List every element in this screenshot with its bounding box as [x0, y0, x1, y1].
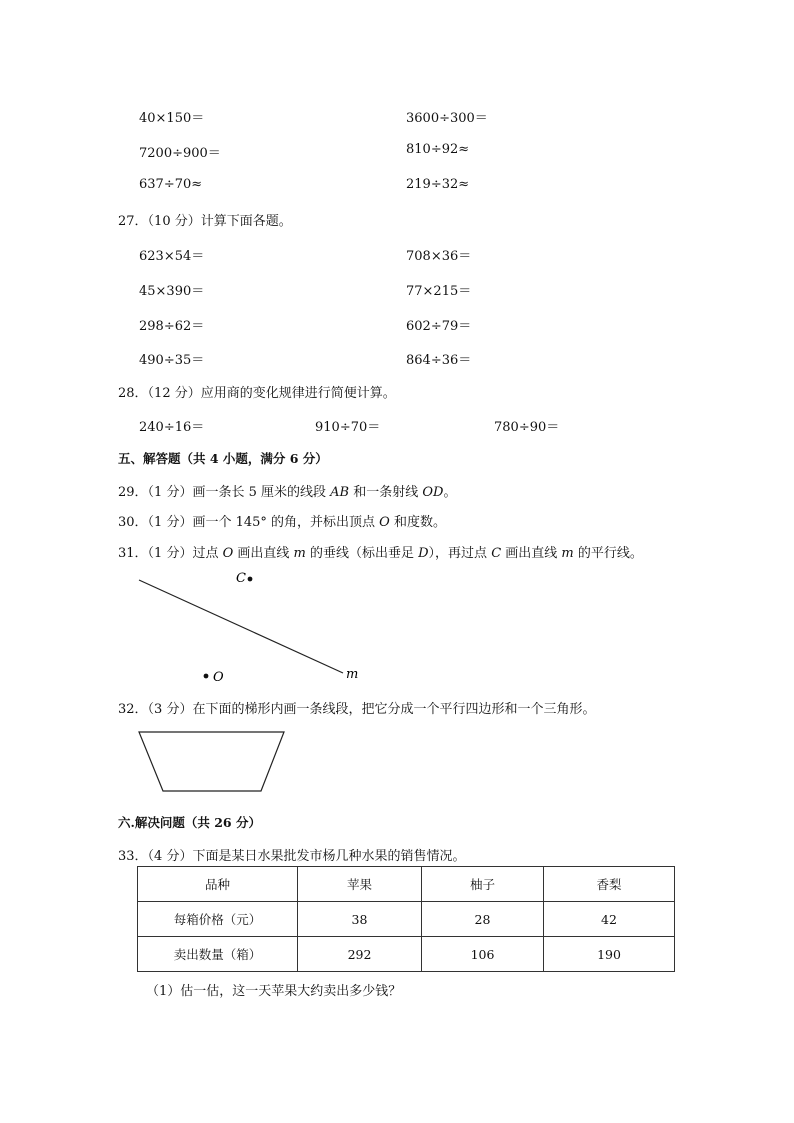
calc-item: 490÷35＝: [139, 353, 205, 368]
table-header: 柚子: [422, 867, 544, 902]
calc-item: 780÷90＝: [494, 420, 560, 435]
calc-item: 219÷32≈: [406, 177, 470, 192]
calc-item: 45×390＝: [139, 284, 205, 299]
question-33-part-1: （1）估一估，这一天苹果大约卖出多少钱？: [146, 984, 402, 999]
calc-item: 77×215＝: [406, 284, 472, 299]
calc-item: 240÷16＝: [139, 420, 205, 435]
table-cell: 106: [422, 937, 544, 972]
question-30: 30．（1 分）画一个 145° 的角，并标出顶点 O 和度数。: [118, 515, 446, 530]
table-cell: 292: [298, 937, 422, 972]
table-header: 品种: [138, 867, 298, 902]
section-6-title: 六.解决问题（共 26 分）: [118, 815, 261, 830]
question-27: 27．（10 分）计算下面各题。: [118, 214, 292, 229]
calc-item: 298÷62＝: [139, 319, 205, 334]
calc-item: 623×54＝: [139, 249, 205, 264]
table-header: 苹果: [298, 867, 422, 902]
table-cell: 卖出数量（箱）: [138, 937, 298, 972]
question-33: 33．（4 分）下面是某日水果批发市杨几种水果的销售情况。: [118, 849, 466, 864]
table-cell: 190: [544, 937, 675, 972]
calc-item: 910÷70＝: [315, 420, 381, 435]
calc-item: 7200÷900＝: [139, 146, 221, 161]
table-cell: 38: [298, 902, 422, 937]
label-o: O: [213, 670, 224, 685]
calc-item: 864÷36＝: [406, 353, 472, 368]
table-row: [138, 937, 675, 972]
calc-item: 708×36＝: [406, 249, 472, 264]
calc-item: 3600÷300＝: [406, 111, 488, 126]
table-cell: 每箱价格（元）: [138, 902, 298, 937]
table-header: 香梨: [544, 867, 675, 902]
question-31: 31．（1 分）过点 O 画出直线 m 的垂线（标出垂足 D），再过点 C 画出直线 m 的平行线。: [118, 546, 643, 561]
table-cell: 42: [544, 902, 675, 937]
label-m: m: [346, 667, 359, 682]
label-c: C: [236, 571, 246, 586]
calc-item: 40×150＝: [139, 111, 205, 126]
table-header-row: [138, 867, 675, 902]
question-29: 29．（1 分）画一条长 5 厘米的线段 AB 和一条射线 OD。: [118, 485, 457, 500]
table-cell: 28: [422, 902, 544, 937]
question-32: 32．（3 分）在下面的梯形内画一条线段，把它分成一个平行四边形和一个三角形。: [118, 702, 596, 717]
calc-item: 602÷79＝: [406, 319, 472, 334]
sales-table: [137, 866, 675, 972]
calc-item: 637÷70≈: [139, 177, 203, 192]
question-28: 28．（12 分）应用商的变化规律进行简便计算。: [118, 386, 396, 401]
table-row: [138, 902, 675, 937]
calc-item: 810÷92≈: [406, 142, 470, 157]
section-5-title: 五、解答题（共 4 小题，满分 6 分）: [118, 451, 328, 466]
